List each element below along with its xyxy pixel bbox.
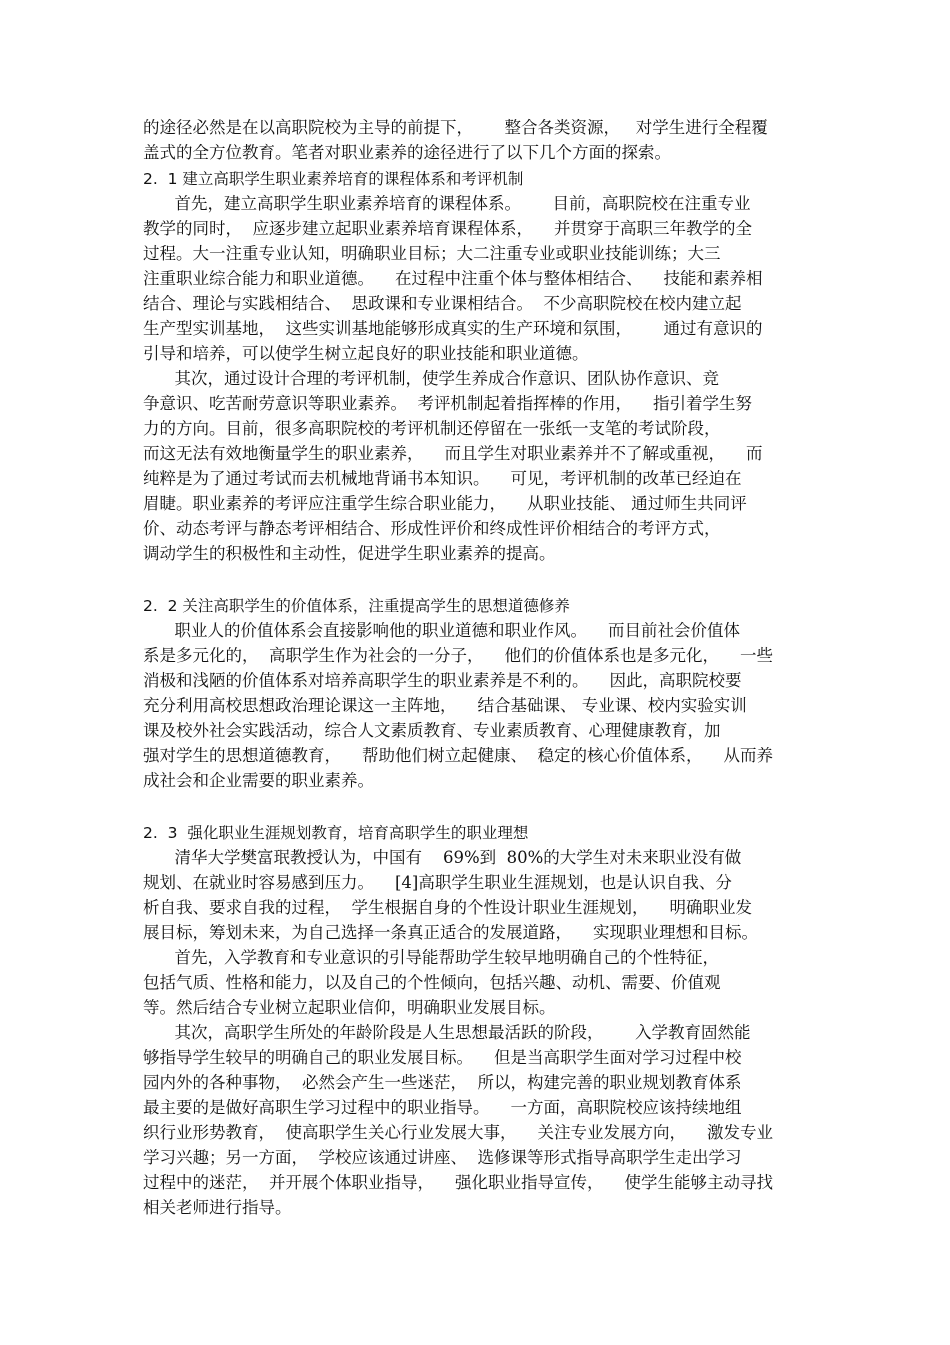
text-line: 相关老师进行指导。 (143, 1198, 292, 1217)
text-line: 其次，通过设计合理的考评机制，使学生养成合作意识、团队协作意识、竞 (143, 369, 719, 388)
text-line: 学习兴趣；另一方面， 学校应该通过讲座、 选修课等形式指导高职学生走出学习 (143, 1148, 742, 1167)
text-line: 生产型实训基地， 这些实训基地能够形成真实的生产环境和氛围， 通过有意识的 (143, 319, 763, 338)
text-line: 充分利用高校思想政治理论课这一主阵地， 结合基础课、 专业课、校内实验实训 (143, 696, 747, 715)
section-heading: 2. 2 关注高职学生的价值体系，注重提高学生的思想道德修养 (143, 597, 570, 615)
text-line: 课及校外社会实践活动，综合人文素质教育、专业素质教育、心理健康教育，加 (143, 721, 721, 740)
text-line: 清华大学樊富珉教授认为，中国有 69%到 80%的大学生对未来职业没有做 (143, 848, 742, 867)
text-line: 等。然后结合专业树立起职业信仰，明确职业发展目标。 (143, 998, 556, 1017)
text-line: 首先，建立高职学生职业素养培育的课程体系。 目前，高职院校在注重专业 (143, 194, 751, 213)
text-line: 盖式的全方位教育。笔者对职业素养的途径进行了以下几个方面的探索。 (143, 143, 671, 162)
text-line: 结合、理论与实践相结合、 思政课和专业课相结合。 不少高职院校在校内建立起 (143, 294, 742, 313)
text-line: 引导和培养，可以使学生树立起良好的职业技能和职业道德。 (143, 344, 589, 363)
text-line: 规划、在就业时容易感到压力。 [4]高职学生职业生涯规划，也是认识自我、分 (143, 873, 732, 892)
text-line: 析自我、要求自我的过程， 学生根据自身的个性设计职业生涯规划， 明确职业发 (143, 898, 752, 917)
section-heading: 2. 3 强化职业生涯规划教育，培育高职学生的职业理想 (143, 824, 529, 842)
text-line: 而这无法有效地衡量学生的职业素养， 而且学生对职业素养并不了解或重视， 而 (143, 444, 763, 463)
text-line: 注重职业综合能力和职业道德。 在过程中注重个体与整体相结合、 技能和素养相 (143, 269, 763, 288)
text-line: 纯粹是为了通过考试而去机械地背诵书本知识。 可见，考评机制的改革已经迫在 (143, 469, 742, 488)
section-heading: 2. 1 建立高职学生职业素养培育的课程体系和考评机制 (143, 170, 524, 188)
text-line: 的途径必然是在以高职院校为主导的前提下， 整合各类资源， 对学生进行全程覆 (143, 118, 768, 137)
text-line: 首先，入学教育和专业意识的引导能帮助学生较早地明确自己的个性特征， (143, 948, 719, 967)
text-line: 调动学生的积极性和主动性，促进学生职业素养的提高。 (143, 544, 556, 563)
text-line: 眉睫。职业素养的考评应注重学生综合职业能力， 从职业技能、 通过师生共同评 (143, 494, 747, 513)
text-line: 消极和浅陋的价值体系对培养高职学生的职业素养是不利的。 因此，高职院校要 (143, 671, 742, 690)
text-line: 够指导学生较早的明确自己的职业发展目标。 但是当高职学生面对学习过程中校 (143, 1048, 742, 1067)
text-line: 争意识、吃苦耐劳意识等职业素养。 考评机制起着指挥棒的作用， 指引着学生努 (143, 394, 752, 413)
text-line: 最主要的是做好高职生学习过程中的职业指导。 一方面，高职院校应该持续地组 (143, 1098, 742, 1117)
text-line: 过程中的迷茫， 并开展个体职业指导， 强化职业指导宣传， 使学生能够主动寻找 (143, 1173, 773, 1192)
text-line: 成社会和企业需要的职业素养。 (143, 771, 374, 790)
text-line: 包括气质、性格和能力，以及自己的个性倾向，包括兴趣、动机、需要、价值观 (143, 973, 721, 992)
text-line: 教学的同时， 应逐步建立起职业素养培育课程体系， 并贯穿于高职三年教学的全 (143, 219, 752, 238)
text-line: 展目标，筹划未来，为自己选择一条真正适合的发展道路， 实现职业理想和目标。 (143, 923, 758, 942)
text-line: 园内外的各种事物， 必然会产生一些迷茫， 所以，构建完善的职业规划教育体系 (143, 1073, 742, 1092)
text-line: 力的方向。目前，很多高职院校的考评机制还停留在一张纸一支笔的考试阶段， (143, 419, 721, 438)
text-line: 织行业形势教育， 使高职学生关心行业发展大事， 关注专业发展方向， 激发专业 (143, 1123, 773, 1142)
text-line: 其次，高职学生所处的年龄阶段是人生思想最活跃的阶段， 入学教育固然能 (143, 1023, 751, 1042)
text-line: 职业人的价值体系会直接影响他的职业道德和职业作风。 而目前社会价值体 (143, 621, 740, 640)
text-line: 系是多元化的， 高职学生作为社会的一分子， 他们的价值体系也是多元化， 一些 (143, 646, 773, 665)
text-line: 价、动态考评与静态考评相结合、形成性评价和终成性评价相结合的考评方式， (143, 519, 721, 538)
text-line: 强对学生的思想道德教育， 帮助他们树立起健康、 稳定的核心价值体系， 从而养 (143, 746, 773, 765)
text-line: 过程。大一注重专业认知，明确职业目标；大二注重专业或职业技能训练；大三 (143, 244, 721, 263)
